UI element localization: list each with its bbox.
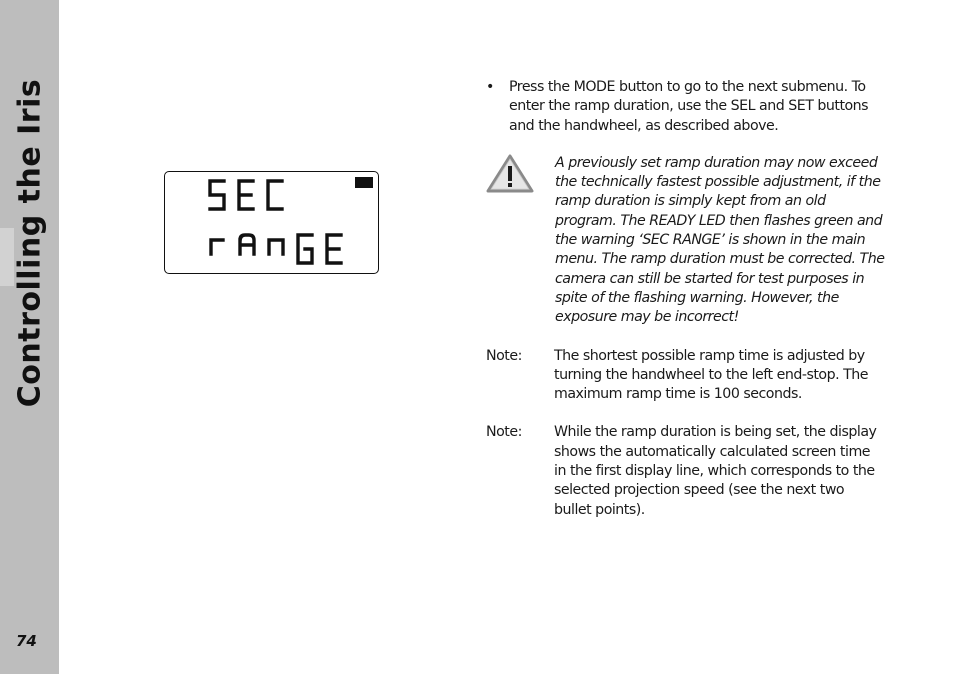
note-label: Note: <box>486 424 522 441</box>
sidebar <box>0 0 59 674</box>
note-2 <box>486 423 886 519</box>
warning-block <box>486 154 886 328</box>
lcd-char-n <box>269 240 283 254</box>
note-text: The shortest possible ramp time is adjusted by turning the handwheel to the left end-stop. The maximum ramp time is 100 seconds. <box>554 347 868 403</box>
bullet-item <box>486 78 886 136</box>
lcd-segments <box>165 172 380 275</box>
lcd-char-r <box>211 240 223 254</box>
warning-text: A previously set ramp duration may now exceed the technically fastest possible adjustment, if the ramp duration is simply kept from an old program. The READY LED then flashes green and the warning ‘SEC RANGE’ is shown in the main menu. The ramp duration must be corrected. The camera can still be started for test purposes in spite of the flashing warning. However, the exposure may be incorrect! <box>555 154 885 326</box>
main-content <box>486 78 886 520</box>
bullet-dot: • <box>486 79 494 95</box>
lcd-display <box>164 171 379 274</box>
lcd-indicator <box>355 177 373 188</box>
bullet-text: Press the MODE button to go to the next submenu. To enter the ramp duration, use the SEL and SET buttons and the handwheel, as described above. <box>509 79 869 134</box>
chapter-title: Controlling the Iris <box>12 78 48 408</box>
lcd-char-c <box>268 181 282 209</box>
page-number: 74 <box>16 632 37 650</box>
note-1 <box>486 347 886 405</box>
note-text: While the ramp duration is being set, the display shows the automatically calculated screen time in the first display line, which corresponds to the selected projection speed (see the next two bullet points). <box>554 424 877 518</box>
note-label: Note: <box>486 347 522 364</box>
lcd-char-e2 <box>327 235 341 263</box>
lcd-char-e <box>239 181 253 209</box>
lcd-char-a <box>240 235 254 254</box>
lcd-char-s <box>210 181 224 209</box>
lcd-char-g <box>298 235 312 263</box>
warning-triangle-icon <box>486 154 555 328</box>
